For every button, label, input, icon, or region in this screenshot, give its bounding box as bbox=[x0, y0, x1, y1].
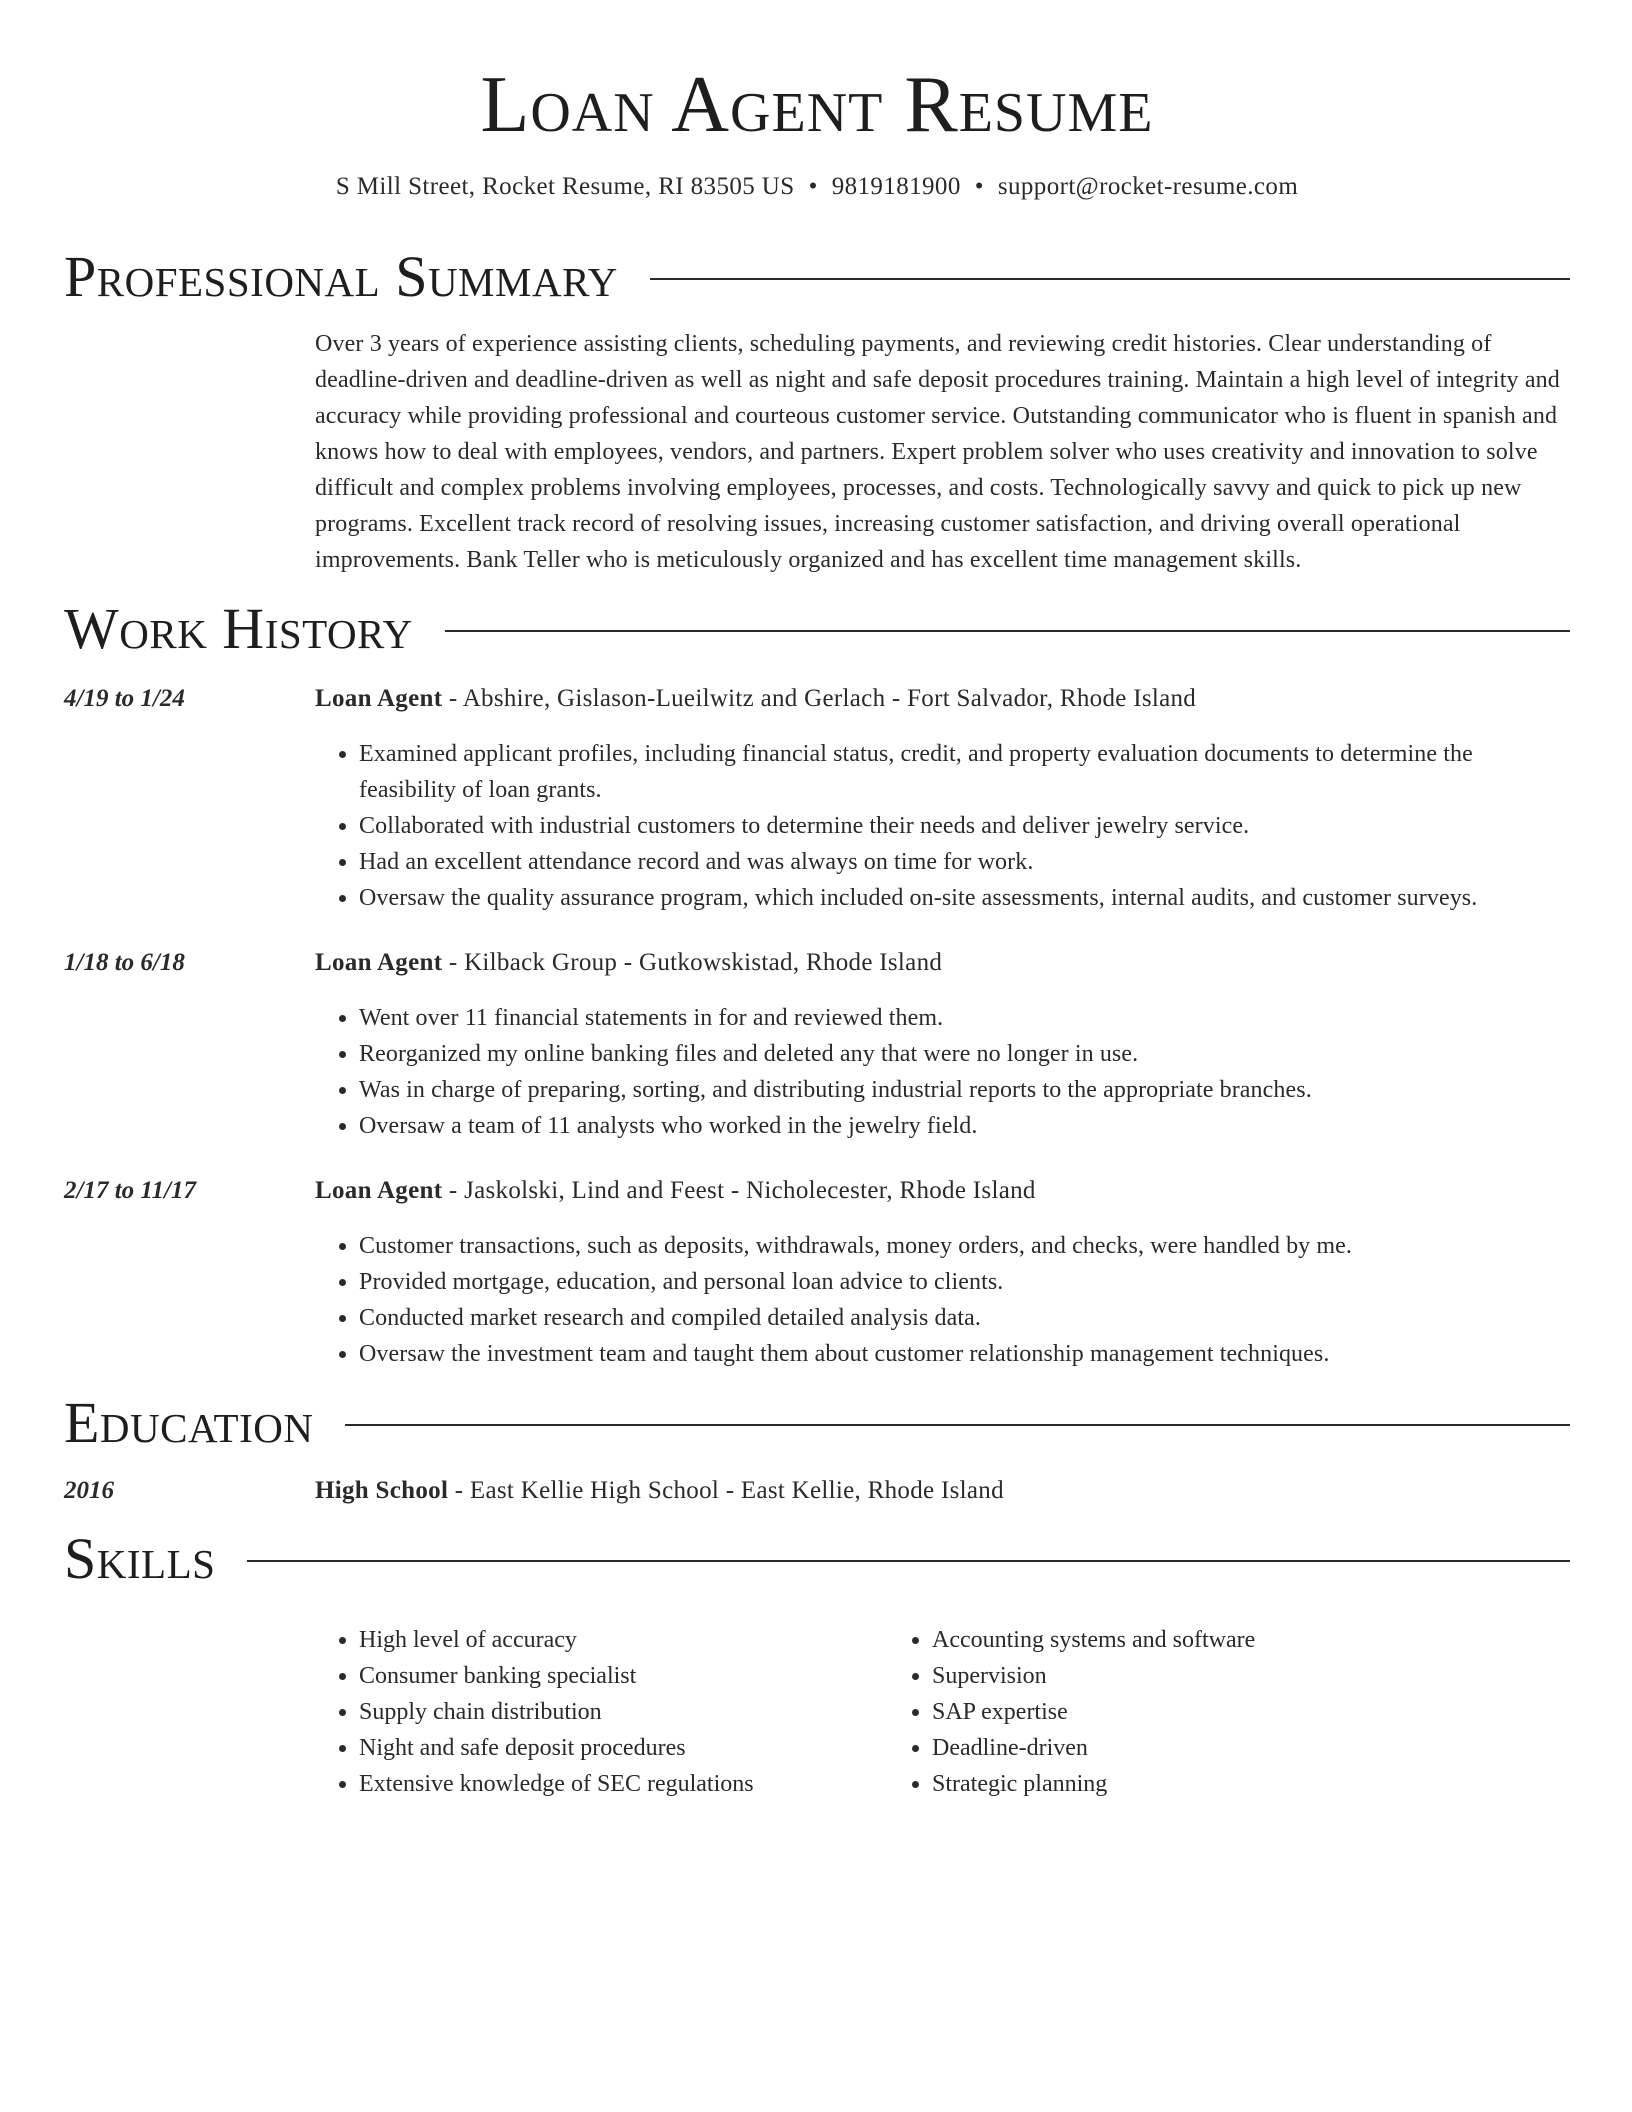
education-school: - East Kellie High School - East Kellie, Rhode Island bbox=[448, 1477, 1004, 1504]
job-entry bbox=[64, 946, 1570, 1144]
contact-phone: 9819181900 bbox=[831, 173, 961, 200]
job-entry bbox=[64, 682, 1570, 916]
contact-separator: • bbox=[974, 173, 984, 200]
work-section-heading bbox=[64, 594, 1570, 664]
job-entry bbox=[64, 1174, 1570, 1372]
job-bullets bbox=[315, 1228, 1570, 1372]
job-content bbox=[315, 682, 1570, 916]
summary-heading: Professional Summary bbox=[64, 244, 618, 309]
summary-text: Over 3 years of experience assisting clients, scheduling payments, and reviewing credit histories. Clear understanding of deadline-driven and deadline-driven as well as night and safe deposit procedures training. Maintain a high level of integrity and accuracy while providing professional and courteous customer service. Outstanding communicator who is fluent in spanish and knows how to deal with employees, vendors, and partners. Expert problem solver who uses creativity and innovation to solve difficult and complex problems involving employees, processes, and costs. Technologically savvy and quick to pick up new programs. Excellent track record of resolving issues, increasing customer satisfaction, and driving overall operational improvements. Bank Teller who is meticulously organized and has excellent time management skills. bbox=[315, 331, 1560, 573]
education-heading: Education bbox=[64, 1390, 314, 1455]
job-title: Loan Agent bbox=[315, 1177, 443, 1204]
job-bullet: • Customer transactions, such as deposits, withdrawals, money orders, and checks, were handled by me. bbox=[359, 1228, 1570, 1264]
skills-heading: Skills bbox=[64, 1526, 216, 1591]
job-bullet: • Provided mortgage, education, and personal loan advice to clients. bbox=[359, 1264, 1570, 1300]
contact-line bbox=[64, 170, 1570, 204]
job-bullet: • Had an excellent attendance record and was always on time for work. bbox=[359, 844, 1570, 880]
job-title-line bbox=[315, 1174, 1570, 1208]
work-heading: Work History bbox=[64, 596, 413, 661]
section-divider bbox=[445, 630, 1570, 632]
job-bullets bbox=[315, 736, 1570, 916]
section-divider bbox=[247, 1560, 1570, 1562]
skill-item: • Night and safe deposit procedures bbox=[359, 1730, 888, 1766]
skill-item: • Accounting systems and software bbox=[932, 1622, 1461, 1658]
job-employer: - Jaskolski, Lind and Feest - Nicholecester, Rhode Island bbox=[442, 1177, 1036, 1204]
skill-item: • Extensive knowledge of SEC regulations bbox=[359, 1766, 888, 1802]
job-bullet: • Oversaw the quality assurance program, which included on-site assessments, internal audits, and customer surveys. bbox=[359, 880, 1570, 916]
skills-section-heading bbox=[64, 1524, 1570, 1594]
education-details-line bbox=[315, 1474, 1570, 1508]
job-title-line bbox=[315, 682, 1570, 716]
education-year: 2016 bbox=[64, 1477, 114, 1504]
skills-list-left bbox=[315, 1622, 888, 1802]
skills-list-right bbox=[888, 1622, 1461, 1802]
job-content bbox=[315, 946, 1570, 1144]
education-section-heading bbox=[64, 1388, 1570, 1458]
job-dates: 2/17 to 11/17 bbox=[64, 1177, 196, 1204]
resume-name-title: Loan Agent Resume bbox=[480, 61, 1154, 149]
skill-item: • Supply chain distribution bbox=[359, 1694, 888, 1730]
resume-page bbox=[64, 0, 1570, 1802]
skill-item: • Strategic planning bbox=[932, 1766, 1461, 1802]
contact-address: S Mill Street, Rocket Resume, RI 83505 US bbox=[335, 173, 795, 200]
job-dates: 1/18 to 6/18 bbox=[64, 949, 185, 976]
skill-item: • Deadline-driven bbox=[932, 1730, 1461, 1766]
job-employer: - Abshire, Gislason-Lueilwitz and Gerlach - Fort Salvador, Rhode Island bbox=[442, 685, 1197, 712]
summary-section-heading bbox=[64, 242, 1570, 312]
education-entry bbox=[64, 1474, 1570, 1508]
skill-item: • Supervision bbox=[932, 1658, 1461, 1694]
job-dates: 4/19 to 1/24 bbox=[64, 685, 185, 712]
skill-item: • High level of accuracy bbox=[359, 1622, 888, 1658]
contact-email: support@rocket-resume.com bbox=[997, 173, 1299, 200]
skills-grid bbox=[315, 1622, 1570, 1802]
job-title-line bbox=[315, 946, 1570, 980]
job-bullet: • Oversaw the investment team and taught them about customer relationship management techniques. bbox=[359, 1336, 1570, 1372]
skill-item: • Consumer banking specialist bbox=[359, 1658, 888, 1694]
job-bullets bbox=[315, 1000, 1570, 1144]
job-title: Loan Agent bbox=[315, 949, 443, 976]
education-degree: High School bbox=[315, 1477, 449, 1504]
job-bullet: • Reorganized my online banking files and deleted any that were no longer in use. bbox=[359, 1036, 1570, 1072]
job-content bbox=[315, 1174, 1570, 1372]
job-bullet: • Was in charge of preparing, sorting, and distributing industrial reports to the appropriate branches. bbox=[359, 1072, 1570, 1108]
job-bullet: • Oversaw a team of 11 analysts who worked in the jewelry field. bbox=[359, 1108, 1570, 1144]
job-bullet: • Examined applicant profiles, including financial status, credit, and property evaluation documents to determine the feasibility of loan grants. bbox=[359, 736, 1570, 808]
job-employer: - Kilback Group - Gutkowskistad, Rhode Island bbox=[442, 949, 943, 976]
job-bullet: • Conducted market research and compiled detailed analysis data. bbox=[359, 1300, 1570, 1336]
section-divider bbox=[650, 278, 1570, 280]
skill-item: • SAP expertise bbox=[932, 1694, 1461, 1730]
section-divider bbox=[345, 1424, 1570, 1426]
contact-separator: • bbox=[808, 173, 818, 200]
job-bullet: • Collaborated with industrial customers to determine their needs and deliver jewelry service. bbox=[359, 808, 1570, 844]
job-bullet: • Went over 11 financial statements in for and reviewed them. bbox=[359, 1000, 1570, 1036]
job-title: Loan Agent bbox=[315, 685, 443, 712]
